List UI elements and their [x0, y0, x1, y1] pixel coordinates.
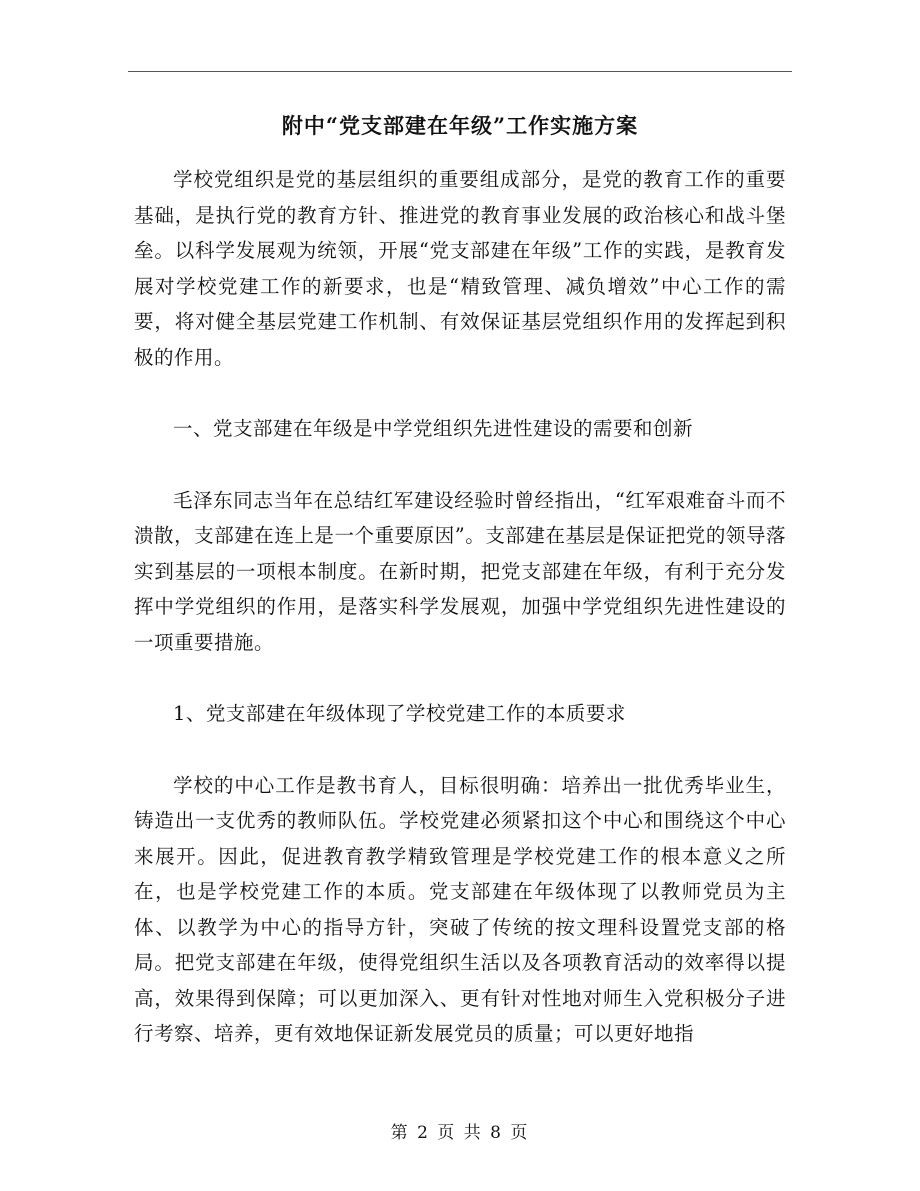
header-rule — [128, 71, 792, 72]
section-heading-1: 一、党支部建在年级是中学党组织先进性建设的需要和创新 — [173, 417, 694, 440]
paragraph-intro: 学校党组织是党的基层组织的重要组成部分，是党的教育工作的重要基础，是执行党的教育方针、推进党的教育事业发展的政治核心和战斗堡垒。以科学发展观为统领，开展“党支部建在年级”工作的实践，是教育发展对学校党建工作的新要求，也是“精致管理、减负增效”中心工作的需要，将对健全基层党建工作机制、有效保证基层党组织作用的发挥起到积极的作用。 — [134, 168, 786, 369]
paragraph-subsection-1: 学校的中心工作是教书育人，目标很明确：培养出一批优秀毕业生，铸造出一支优秀的教师队伍。学校党建必须紧扣这个中心和围绕这个中心来展开。因此，促进教育教学精致管理是学校党建工作的根本意义之所在，也是学校党建工作的本质。党支部建在年级体现了以教师党员为主体、以教学为中心的指导方针，突破了传统的按文理科设置党支部的格局。把党支部建在年级，使得党组织生活以及各项教育活动的效率得以提高，效果得到保障；可以更加深入、更有针对性地对师生入党积极分子进行考察、培养，更有效地保证新发展党员的质量；可以更好地指 — [134, 773, 786, 1045]
document-body — [134, 162, 786, 1088]
page-footer: 第 2 页 共 8 页 — [390, 1123, 530, 1143]
paragraph-section-1: 毛泽东同志当年在总结红军建设经验时曾经指出，“红军艰难奋斗而不溃散，支部建在连上是一个重要原因”。支部建在基层是保证把党的领导落实到基层的一项根本制度。在新时期，把党支部建在年级，有利于充分发挥中学党组织的作用，是落实科学发展观，加强中学党组织先进性建设的一项重要措施。 — [134, 488, 786, 654]
document-title: 附中“党支部建在年级”工作实施方案 — [281, 113, 639, 138]
subsection-heading-1: 1、党支部建在年级体现了学校党建工作的本质要求 — [173, 702, 626, 725]
